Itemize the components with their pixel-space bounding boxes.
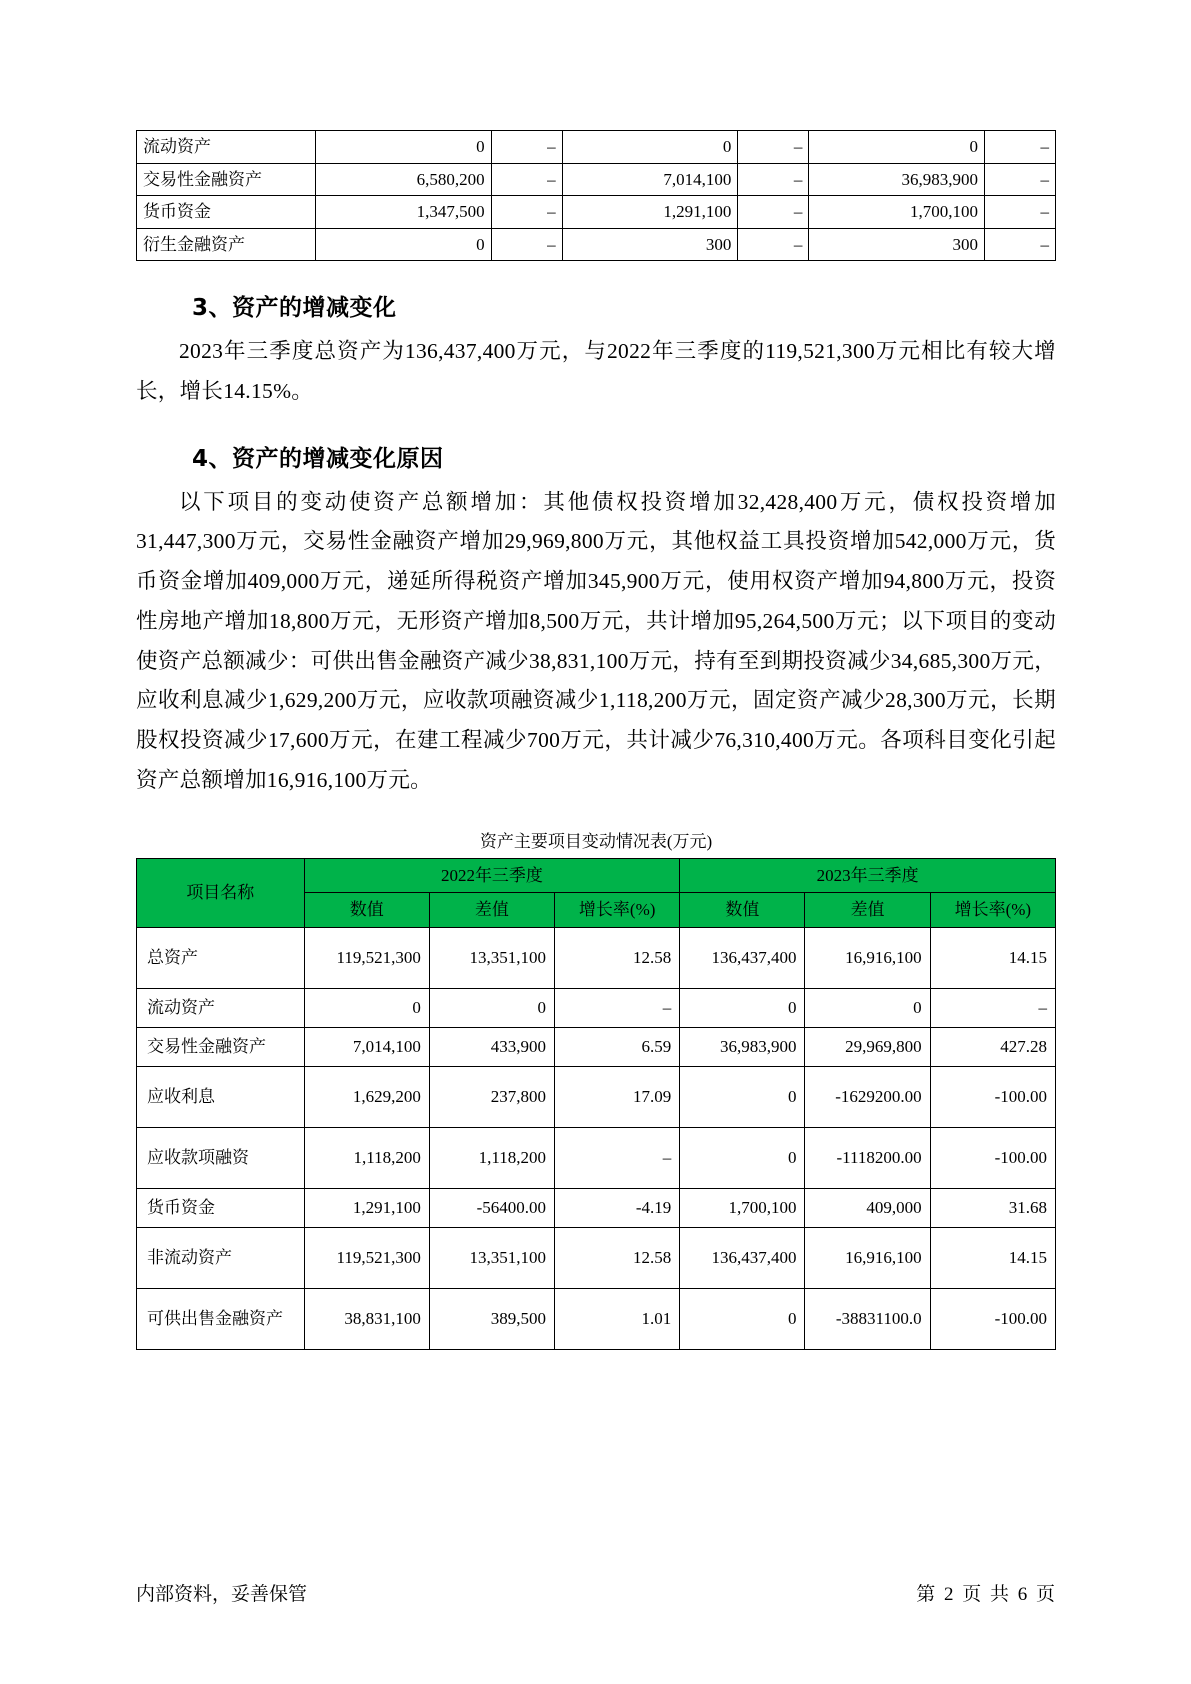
cell-value: – <box>985 228 1056 261</box>
cell-growth-2022: 12.58 <box>555 1227 680 1288</box>
cell-value-2022: 38,831,100 <box>304 1288 429 1349</box>
total-unit: 页 <box>1035 1584 1055 1605</box>
cell-number: 119,521,300 <box>336 947 421 967</box>
table-row <box>137 1127 1056 1188</box>
table-row <box>137 1066 1056 1127</box>
footer-note: 内部资料，妥善保管 <box>136 1584 308 1605</box>
cell-growth-2022: -4.19 <box>555 1188 680 1227</box>
row-label: 可供出售金融资产 <box>137 1288 305 1349</box>
cell-diff-2023: 29,969,800 <box>805 1027 930 1066</box>
table-row <box>137 228 1056 261</box>
cell-value: 0 <box>316 228 492 261</box>
cell-value: 0 <box>809 131 985 164</box>
header-sub-growth-2022: 增长率(%) <box>555 893 680 928</box>
cell-value-2023: 0 <box>680 1066 805 1127</box>
cell-value: 300 <box>562 228 738 261</box>
cell-value: – <box>491 131 562 164</box>
cell-diff-2023: 0 <box>805 988 930 1027</box>
cell-number: 119,521,300 <box>336 1247 421 1267</box>
row-label: 货币资金 <box>137 1188 305 1227</box>
row-label: 非流动资产 <box>137 1227 305 1288</box>
total-prefix: 共 <box>989 1584 1009 1605</box>
cell-value-2023: 0 <box>680 1288 805 1349</box>
cell-diff-2022: 433,900 <box>429 1027 554 1066</box>
total-pages: 6 <box>1017 1584 1028 1605</box>
table-row <box>137 1227 1056 1288</box>
cell-value-2023: 0 <box>680 1127 805 1188</box>
cell-value: – <box>738 163 809 196</box>
cell-value-2022 <box>304 927 429 988</box>
cell-number: 136,437,400 <box>711 947 797 967</box>
cell-value: 0 <box>316 131 492 164</box>
section-heading-4: 4、资产的增减变化原因 <box>192 445 444 472</box>
table-header-row-1 <box>137 858 1056 893</box>
cell-value: 6,580,200 <box>316 163 492 196</box>
cell-value-2023 <box>680 1227 805 1288</box>
cell-value: – <box>738 196 809 229</box>
cell-value-2022: 1,629,200 <box>304 1066 429 1127</box>
cell-diff-2023: 16,916,100 <box>805 927 930 988</box>
cell-diff-2022: 13,351,100 <box>429 927 554 988</box>
page-content <box>136 130 1056 1350</box>
cell-growth-2022: 17.09 <box>555 1066 680 1127</box>
page-number: 2 <box>943 1584 954 1605</box>
cell-growth-2023: 427.28 <box>930 1027 1055 1066</box>
cell-value: 36,983,900 <box>809 163 985 196</box>
header-group-2022: 2022年三季度 <box>304 858 680 893</box>
section-heading-3: 3、资产的增减变化 <box>192 295 397 321</box>
cell-diff-2023: 409,000 <box>805 1188 930 1227</box>
assets-continuation-table <box>136 130 1056 261</box>
cell-diff-2022: 1,118,200 <box>429 1127 554 1188</box>
cell-value: – <box>491 196 562 229</box>
cell-value: – <box>985 131 1056 164</box>
cell-diff-2022: 389,500 <box>429 1288 554 1349</box>
cell-growth-2023: -100.00 <box>930 1066 1055 1127</box>
cell-value-2022: 1,291,100 <box>304 1188 429 1227</box>
header-sub-growth-2023: 增长率(%) <box>930 893 1055 928</box>
cell-diff-2023: 16,916,100 <box>805 1227 930 1288</box>
cell-value-2023 <box>680 927 805 988</box>
table-row <box>137 163 1056 196</box>
cell-diff-2023 <box>805 1127 930 1188</box>
header-sub-value-2022: 数值 <box>304 893 429 928</box>
cell-growth-2023: 14.15 <box>930 1227 1055 1288</box>
cell-growth-2023: 14.15 <box>930 927 1055 988</box>
header-item-name: 项目名称 <box>137 858 305 927</box>
header-group-2023: 2023年三季度 <box>680 858 1056 893</box>
cell-value: 1,347,500 <box>316 196 492 229</box>
cell-value: – <box>985 196 1056 229</box>
cell-diff-2022: 13,351,100 <box>429 1227 554 1288</box>
cell-number: -1118200.00 <box>836 1147 922 1167</box>
cell-diff-2022: -56400.00 <box>429 1188 554 1227</box>
cell-diff-2022: 0 <box>429 988 554 1027</box>
footer-pagination <box>912 1579 1055 1606</box>
cell-value: – <box>985 163 1056 196</box>
cell-growth-2023: -100.00 <box>930 1288 1055 1349</box>
cell-diff-2023 <box>805 1066 930 1127</box>
cell-value-2023: 0 <box>680 988 805 1027</box>
table-caption: 资产主要项目变动情况表(万元) <box>479 831 713 851</box>
cell-growth-2022: 12.58 <box>555 927 680 988</box>
cell-value: 7,014,100 <box>562 163 738 196</box>
cell-value: – <box>738 228 809 261</box>
cell-value: 300 <box>809 228 985 261</box>
page-footer <box>136 1579 1055 1606</box>
row-label: 应收款项融资 <box>137 1127 305 1188</box>
cell-growth-2023: -100.00 <box>930 1127 1055 1188</box>
table-row <box>137 196 1056 229</box>
cell-growth-2022: 1.01 <box>555 1288 680 1349</box>
cell-growth-2023: 31.68 <box>930 1188 1055 1227</box>
cell-value-2022: 0 <box>304 988 429 1027</box>
cell-growth-2023: – <box>930 988 1055 1027</box>
row-label: 货币资金 <box>137 196 316 229</box>
cell-value: – <box>738 131 809 164</box>
cell-value-2022: 1,118,200 <box>304 1127 429 1188</box>
cell-diff-2022: 237,800 <box>429 1066 554 1127</box>
row-label: 交易性金融资产 <box>137 1027 305 1066</box>
cell-value: 0 <box>562 131 738 164</box>
cell-value-2022 <box>304 1227 429 1288</box>
section-4-paragraph: 以下项目的变动使资产总额增加：其他债权投资增加32,428,400万元，债权投资增加31,447,300万元，交易性金融资产增加29,969,800万元，其他权益工具投资增加542,000万元，货币资金增加409,000万元，递延所得税资产增加345,900万元，使用权资产增加94,800万元，投资性房地产增加18,800万元，无形资产增加8,500万元，共计增加95,264,500万元；以下项目的变动使资产总额减少：可供出售金融资产减少38,831,100万元，持有至到期投资减少34,685,300万元，应收利息减少1,629,200万元，应收款项融资减少1,118,200万元，固定资产减少28,300万元，长期股权投资减少17,600万元，在建工程减少700万元，共计减少76,310,400万元。各项科目变化引起资产总额增加16,916,100万元。 <box>136 489 1056 792</box>
table-row <box>137 1288 1056 1349</box>
table-row <box>137 1188 1056 1227</box>
cell-value-2023: 1,700,100 <box>680 1188 805 1227</box>
table-row <box>137 927 1056 988</box>
cell-growth-2022: – <box>555 988 680 1027</box>
row-label: 流动资产 <box>137 131 316 164</box>
cell-value: – <box>491 163 562 196</box>
table-row <box>137 1027 1056 1066</box>
cell-number: 136,437,400 <box>711 1247 797 1267</box>
page-unit: 页 <box>962 1584 982 1605</box>
assets-main-items-table <box>136 858 1056 1350</box>
header-sub-diff-2022: 差值 <box>429 893 554 928</box>
cell-value: 1,291,100 <box>562 196 738 229</box>
cell-value: 1,700,100 <box>809 196 985 229</box>
cell-diff-2023 <box>805 1288 930 1349</box>
table-row <box>137 131 1056 164</box>
table-row <box>137 988 1056 1027</box>
cell-value-2023: 36,983,900 <box>680 1027 805 1066</box>
row-label: 流动资产 <box>137 988 305 1027</box>
row-label: 衍生金融资产 <box>137 228 316 261</box>
cell-growth-2022: 6.59 <box>555 1027 680 1066</box>
cell-growth-2022: – <box>555 1127 680 1188</box>
cell-value: – <box>491 228 562 261</box>
cell-value-2022: 7,014,100 <box>304 1027 429 1066</box>
cell-number: -1629200.00 <box>835 1086 922 1106</box>
header-sub-value-2023: 数值 <box>680 893 805 928</box>
section-3-paragraph: 2023年三季度总资产为136,437,400万元，与2022年三季度的119,521,300万元相比有较大增长，增长14.15%。 <box>136 339 1056 403</box>
row-label: 交易性金融资产 <box>137 163 316 196</box>
header-sub-diff-2023: 差值 <box>805 893 930 928</box>
cell-number: -38831100.0 <box>835 1308 922 1328</box>
page-prefix: 第 <box>916 1584 936 1605</box>
row-label: 总资产 <box>137 927 305 988</box>
row-label: 应收利息 <box>137 1066 305 1127</box>
